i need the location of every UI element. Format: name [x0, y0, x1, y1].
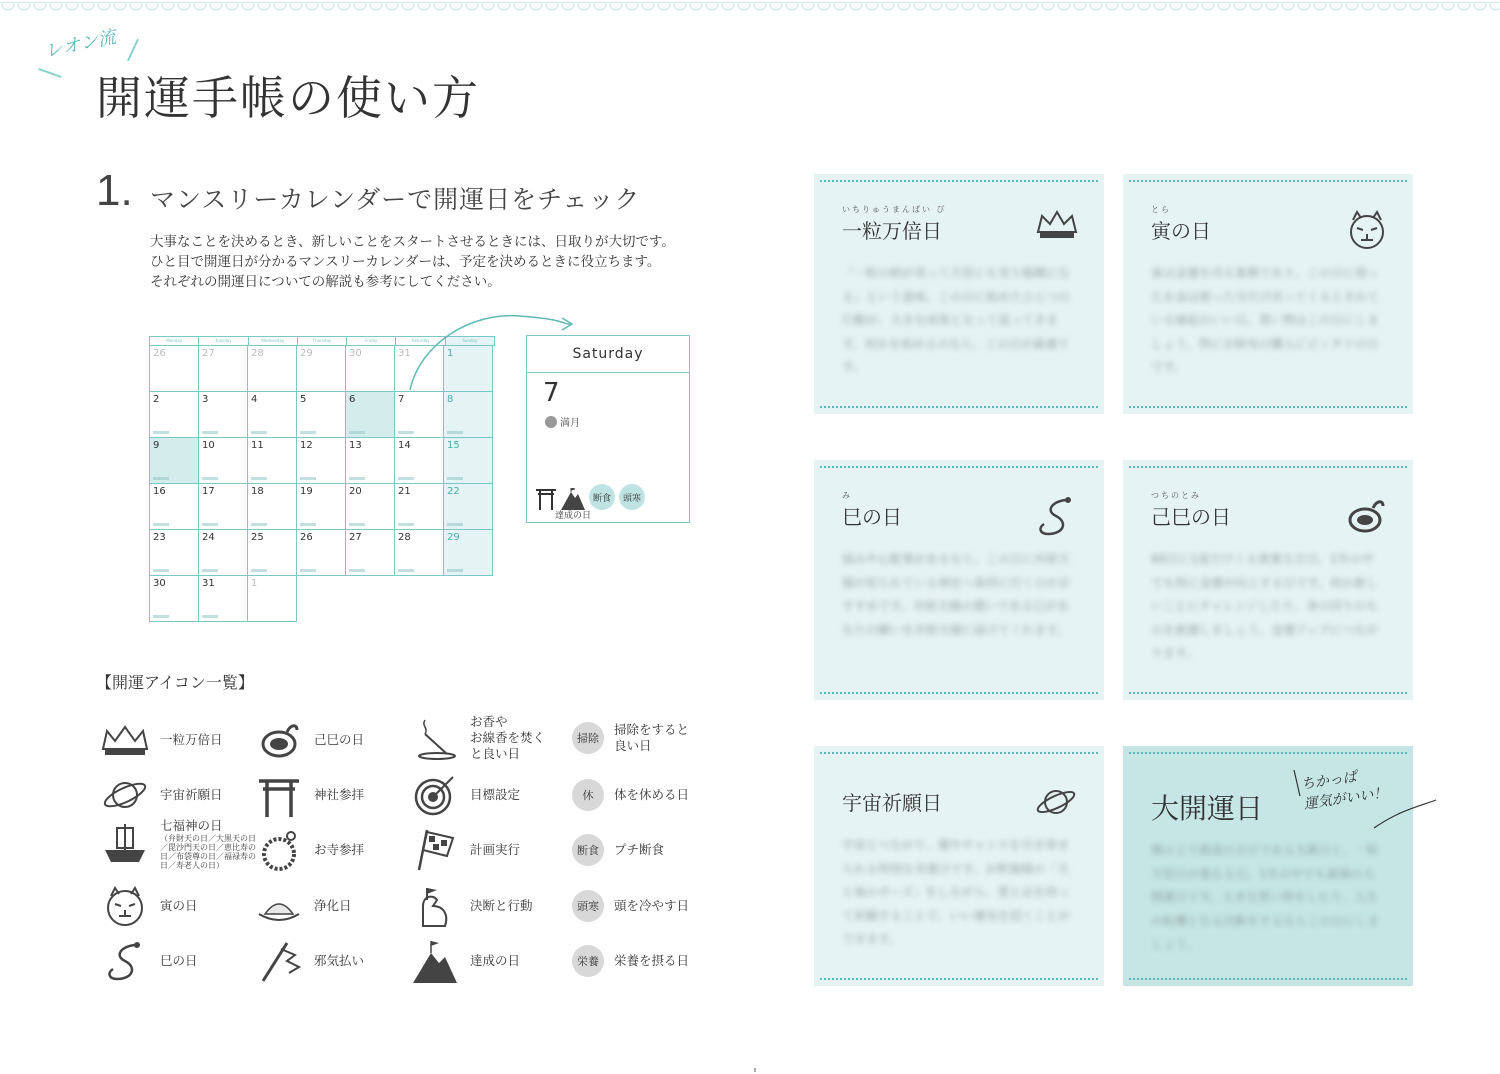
calendar-day-cell: [395, 438, 444, 484]
saturday-date: 7: [543, 378, 560, 408]
legend-sublabel: （弁財天の日／大黒天の日／毘沙門天の日／恵比寿の日／布袋尊の日／福禄寿の日／寿老人の日）: [160, 834, 256, 870]
card-ruby: とら: [1151, 205, 1171, 214]
legend-item: [410, 939, 520, 983]
calendar-day-icons: [251, 431, 267, 434]
calendar-day-cell: [395, 530, 444, 576]
calendar-day-icons: [447, 569, 463, 572]
page-marker: [754, 1068, 756, 1072]
cool-head-badge: 頭寒: [619, 484, 645, 510]
calendar-day-cell: [150, 576, 199, 622]
legend-item: [254, 718, 364, 762]
legend-item: [254, 884, 352, 928]
legend-label: 己巳の日: [314, 732, 365, 747]
calendar-day-number: 13: [349, 440, 362, 451]
legend-label: 宇宙祈願日: [160, 787, 223, 802]
card-title: 一粒万倍日: [842, 219, 942, 243]
legend-item: [410, 884, 533, 928]
calendar-day-icons: [398, 523, 414, 526]
legend-label: 目標設定: [470, 787, 521, 802]
calendar-day-cell: [297, 530, 346, 576]
calendar-day-cell: [199, 484, 248, 530]
calendar-day-cell: [346, 346, 395, 392]
intro-line: 大事なことを決めるとき、新しいことをスタートさせるときには、日取りが大切です。: [150, 234, 675, 250]
target-icon: [410, 773, 460, 817]
card-body: 暦の上で最高の吉日である天赦日と、一粒万倍日が重なる日。1年の中でも最強の大開運日です。大きな買い物をしたり、人生の転機となる決断をするならこの日にしましょう。: [1151, 843, 1380, 951]
legend-label: 計画実行: [470, 842, 521, 857]
snake-icon: [100, 939, 150, 983]
legend-item: [572, 722, 689, 754]
calendar-day-icons: [202, 523, 218, 526]
weekday-label: Sunday: [446, 337, 494, 345]
legend-label: 達成の日: [470, 953, 521, 968]
legend-item: [410, 773, 520, 817]
purification-wand-icon: [254, 939, 304, 983]
calendar-day-icons: [349, 477, 365, 480]
card-title: 寅の日: [1151, 219, 1211, 243]
icon-legend-title: 【開運アイコン一覧】: [96, 673, 254, 692]
calendar-day-cell: [444, 484, 493, 530]
legend-label: 寅の日: [160, 898, 198, 913]
legend-item: [254, 828, 364, 872]
calendar-day-cell: [346, 392, 395, 438]
legend-label: 邪気払い: [314, 953, 365, 968]
torii-icon: [535, 486, 557, 510]
legend-item: [100, 818, 260, 870]
calendar-day-cell: [199, 392, 248, 438]
tagline: レオン流: [42, 26, 118, 63]
calendar-day-number: 9: [153, 440, 160, 451]
card-tsuchinoto-mi-no-hi: [1123, 460, 1413, 700]
calendar-day-number: 19: [300, 486, 313, 497]
calendar-day-number: 5: [300, 394, 307, 405]
legend-label: お香や お線香を焚く と良い日: [470, 714, 546, 761]
card-body: 寅は金運を司る象徴であり、この日に使ったお金は使った分だけ戻ってくるとされている縁起のいい日。買い物はこの日にしましょう。特にお財布の購入にピッタリの日です。: [1151, 266, 1380, 374]
section-number: 1.: [96, 166, 133, 215]
calendar-day-icons: [447, 431, 463, 434]
calendar-day-icons: [153, 615, 169, 618]
calendar-day-number: 26: [300, 532, 313, 543]
legend-item: [100, 884, 198, 928]
calendar-day-icons: [202, 569, 218, 572]
legend-item: [254, 939, 364, 983]
calendar-day-number: 28: [398, 532, 411, 543]
legend-label: 一粒万倍日: [160, 732, 223, 747]
calendar-day-number: 23: [153, 532, 166, 543]
calendar-day-number: 2: [153, 394, 160, 405]
top-lace-border: [0, 0, 1500, 18]
intro-line: それぞれの開運日についての解説も参考にしてください。: [150, 274, 501, 290]
fasting-badge: 断食: [589, 484, 615, 510]
legend-label: 決断と行動: [470, 898, 533, 913]
legend-item: [572, 890, 689, 922]
calendar-day-number: 14: [398, 440, 411, 451]
legend-item: [572, 945, 689, 977]
legend-label-main: 七福神の日: [160, 818, 223, 833]
mountain-icon: [561, 488, 585, 510]
weekday-label: Monday: [150, 337, 199, 345]
crown-icon: [1036, 210, 1078, 240]
card-tora-no-hi: [1123, 174, 1413, 414]
legend-label: お寺参拝: [314, 842, 365, 857]
nutrition-badge: 栄養: [572, 945, 604, 977]
legend-label: 栄養を摂る日: [614, 953, 690, 968]
calendar-day-number: 1: [447, 348, 454, 359]
calendar-day-number: 25: [251, 532, 264, 543]
calendar-day-number: 3: [202, 394, 209, 405]
calendar-day-cell: [248, 576, 297, 622]
calendar-day-number: 26: [153, 348, 166, 359]
legend-item: [572, 834, 664, 866]
calendar-day-number: 22: [447, 486, 460, 497]
handwritten-note: ちかっぱ 運気がいい！: [1300, 769, 1389, 813]
section-title: マンスリーカレンダーで開運日をチェック: [150, 185, 641, 214]
calendar-day-cell: [444, 438, 493, 484]
calendar-day-cell: [297, 392, 346, 438]
card-ruby: つちのとみ: [1151, 491, 1201, 500]
card-body: 「一粒の籾が実って万倍にも実り稲穂になる」という意味。この日に始めたひとつの行動が、大きな成果となって返ってきます。何かを始めるのなら、この日が最適です。: [842, 266, 1071, 374]
calendar-day-number: 15: [447, 440, 460, 451]
torii-icon: [254, 773, 304, 817]
calendar-day-icons: [300, 523, 316, 526]
calendar-day-icons: [202, 431, 218, 434]
calendar-day-cell: [199, 438, 248, 484]
card-body: 宇宙とつながり、運やチャンスを引き寄せられる特別な幸運日です。お釈迦様の「天と地のポーズ」をしながら、愛と志を持って祈願することで、いい運気を招くことができます。: [842, 838, 1070, 946]
calendar-day-icons: [447, 523, 463, 526]
legend-item: [254, 773, 364, 817]
calendar-day-number: 16: [153, 486, 166, 497]
legend-item: [100, 773, 223, 817]
calendar-day-number: 1: [251, 578, 258, 589]
weekday-label: Friday: [347, 337, 396, 345]
calendar-day-number: 31: [202, 578, 215, 589]
calendar-day-cell: [248, 530, 297, 576]
calendar-day-number: 28: [251, 348, 264, 359]
calendar-day-number: 6: [349, 394, 356, 405]
salt-icon: [254, 884, 304, 928]
coiled-snake-icon: [254, 718, 304, 762]
legend-item: [100, 718, 223, 762]
calendar-day-number: 27: [349, 532, 362, 543]
calendar-day-cell: [444, 392, 493, 438]
calendar-day-number: 31: [398, 348, 411, 359]
calendar-day-cell: [346, 530, 395, 576]
snake-icon: [1036, 496, 1078, 536]
calendar-day-number: 8: [447, 394, 454, 405]
card-uchu-kiganbi: [814, 746, 1104, 986]
handwritten-strokes: [1290, 770, 1440, 830]
full-moon-icon: [545, 416, 557, 428]
page-title: 開運手帳の使い方: [96, 71, 480, 125]
cool-head-badge: 頭寒: [572, 890, 604, 922]
saturday-day-name: Saturday: [527, 336, 689, 373]
weekday-label: Saturday: [396, 337, 445, 345]
calendar-day-cell: [248, 392, 297, 438]
calendar-day-cell: [395, 392, 444, 438]
calendar-day-cell: [199, 530, 248, 576]
calendar-day-cell: [199, 576, 248, 622]
planet-icon: [100, 773, 150, 817]
calendar-day-cell: [248, 346, 297, 392]
legend-label: プチ断食: [614, 842, 665, 857]
saturday-detail-card: [526, 335, 690, 523]
calendar-day-icons: [153, 569, 169, 572]
full-moon-indicator: [545, 414, 580, 429]
mountain-icon: [410, 939, 460, 983]
legend-label: 浄化日: [314, 898, 352, 913]
legend-label: 掃除をすると 良い日: [614, 722, 690, 753]
card-title: 大開運日: [1151, 792, 1264, 825]
card-title: 宇宙祈願日: [842, 791, 942, 815]
prayer-beads-icon: [254, 828, 304, 872]
calendar-day-icons: [349, 569, 365, 572]
calendar-day-icons: [447, 477, 463, 480]
calendar-day-cell: [150, 438, 199, 484]
calendar-day-number: 29: [447, 532, 460, 543]
tagline-accent-right: [127, 39, 139, 62]
checkered-flag-icon: [410, 828, 460, 872]
calendar-day-icons: [300, 431, 316, 434]
calendar-day-icons: [300, 477, 316, 480]
saturday-icons: [535, 484, 645, 510]
card-body: 60日に1度だけくる貴重な吉日。1年の中でも特に金運が向上する日です。何か新しいことにチャレンジしたり、身の回りのものを新調しましょう。金運アップにつながります。: [1151, 552, 1379, 660]
calendar-day-number: 30: [153, 578, 166, 589]
calendar-day-cell: [346, 484, 395, 530]
treasure-ship-icon: [100, 822, 150, 866]
calendar-day-cell: [248, 438, 297, 484]
calendar-day-number: 18: [251, 486, 264, 497]
calendar-day-number: 11: [251, 440, 264, 451]
calendar-day-icons: [251, 569, 267, 572]
calendar-day-icons: [153, 431, 169, 434]
calendar-day-icons: [300, 569, 316, 572]
calendar-day-icons: [349, 431, 365, 434]
calendar-day-number: 21: [398, 486, 411, 497]
calendar-day-number: 24: [202, 532, 215, 543]
cleaning-badge: 掃除: [572, 722, 604, 754]
calendar-day-cell: [150, 530, 199, 576]
legend-item: [572, 779, 689, 811]
calendar-day-cell: [199, 346, 248, 392]
tiger-icon: [1347, 210, 1387, 250]
calendar-day-cell: [248, 484, 297, 530]
calendar-day-icons: [349, 523, 365, 526]
card-ruby: いちりゅうまんばい び: [842, 205, 947, 214]
planet-icon: [1034, 782, 1078, 822]
calendar-day-cell: [346, 438, 395, 484]
calendar-day-icons: [251, 477, 267, 480]
calendar-day-icons: [153, 523, 169, 526]
calendar-day-number: 30: [349, 348, 362, 359]
weekday-label: Tuesday: [199, 337, 248, 345]
moon-label: 満月: [560, 418, 580, 429]
calendar-day-number: 27: [202, 348, 215, 359]
legend-label: 頭を冷やす日: [614, 898, 690, 913]
calendar-day-number: 29: [300, 348, 313, 359]
legend-item: [410, 714, 545, 762]
incense-icon: [410, 716, 460, 760]
calendar-day-number: 17: [202, 486, 215, 497]
calendar-day-icons: [398, 477, 414, 480]
calendar-day-cell: [150, 484, 199, 530]
calendar-day-number: 12: [300, 440, 313, 451]
calendar-day-icons: [153, 477, 169, 480]
legend-label: 体を休める日: [614, 787, 690, 802]
card-ichiryu-manbaibi: [814, 174, 1104, 414]
calendar-day-cell: [395, 484, 444, 530]
calendar-day-icons: [202, 477, 218, 480]
legend-label: 巳の日: [160, 953, 198, 968]
weekday-label: Thursday: [298, 337, 347, 345]
calendar-day-cell: [297, 346, 346, 392]
card-ruby: み: [842, 491, 852, 500]
weekday-label: Wednesday: [249, 337, 298, 345]
calendar-day-cell: [444, 530, 493, 576]
fasting-badge: 断食: [572, 834, 604, 866]
calendar-day-number: 7: [398, 394, 405, 405]
calendar-day-cell: [150, 346, 199, 392]
card-mi-no-hi: [814, 460, 1104, 700]
calendar-day-number: 4: [251, 394, 258, 405]
calendar-day-cell: [297, 438, 346, 484]
calendar-day-number: 20: [349, 486, 362, 497]
calendar-day-icons: [251, 523, 267, 526]
crown-icon: [100, 718, 150, 762]
legend-item: [100, 939, 198, 983]
legend-label: [160, 818, 260, 870]
calendar-day-icons: [398, 431, 414, 434]
coiled-snake-icon: [1345, 496, 1387, 536]
legend-label: 神社参拝: [314, 787, 365, 802]
legend-item: [410, 828, 520, 872]
calendar-day-icons: [202, 615, 218, 618]
calendar-day-cell: [297, 484, 346, 530]
card-title: 巳の日: [842, 505, 902, 529]
achievement-caption: 達成の日: [555, 511, 592, 521]
card-title: 己巳の日: [1151, 505, 1231, 529]
tiger-icon: [100, 884, 150, 928]
calendar-day-number: 10: [202, 440, 215, 451]
calendar-day-icons: [398, 569, 414, 572]
tagline-accent-left: [38, 68, 61, 78]
card-body: 悩みや心配事があるなら、この日に弁財天様が祀られている神社へ参拝に行くのがおすすめです。弁財天様の遣いである巳があなたの願いを弁財天様に届けてくれます。: [842, 552, 1071, 637]
arm-flag-icon: [410, 884, 460, 928]
intro-line: ひと目で開運日が分かるマンスリーカレンダーは、予定を決めるときに役立ちます。: [150, 254, 661, 270]
calendar-day-cell: [150, 392, 199, 438]
rest-badge: 休: [572, 779, 604, 811]
intro-text: [150, 232, 710, 292]
